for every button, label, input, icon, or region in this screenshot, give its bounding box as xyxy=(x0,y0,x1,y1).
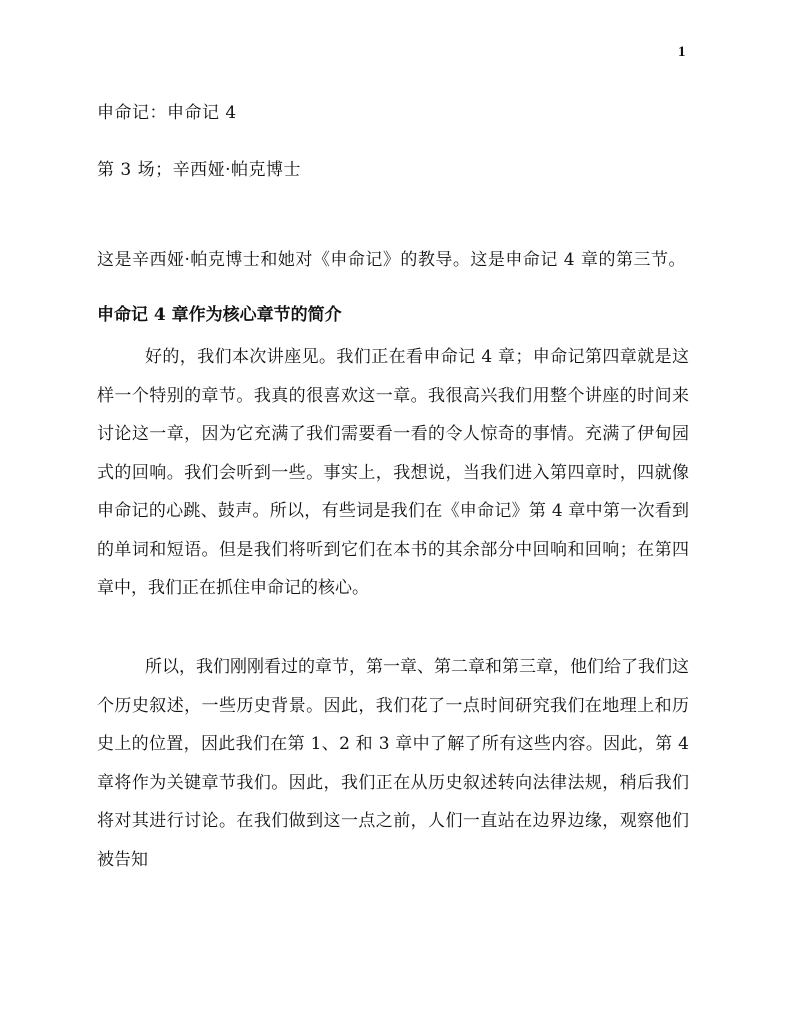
session-subtitle: 第 3 场；辛西娅·帕克博士 xyxy=(97,160,302,180)
section-heading: 申命记 4 章作为核心章节的简介 xyxy=(97,305,342,325)
document-title: 申命记：申命记 4 xyxy=(97,103,237,123)
body-paragraph: 所以，我们刚刚看过的章节，第一章、第二章和第三章，他们给了我们这个历史叙述，一些历史背景。因此，我们花了一点时间研究我们在地理上和历史上的位置，因此我们在第 1、2 和 3 章中了解了所有这些内容。因此，第 4 章将作为关键章节我们。因此，我们正在从历史叙述转向法律法规，稍后我们将对其进行讨论。在我们做到这一点之前，人们一直站在边界边缘，观察他们被告知 xyxy=(97,657,689,870)
intro-sentence: 这是辛西娅·帕克博士和她对《申命记》的教导。这是申命记 4 章的第三节。 xyxy=(97,250,687,270)
body-paragraph: 好的，我们本次讲座见。我们正在看申命记 4 章；申命记第四章就是这样一个特别的章节。我真的很喜欢这一章。我很高兴我们用整个讲座的时间来讨论这一章，因为它充满了我们需要看一看的令人惊奇的事情。充满了伊甸园式的回响。我们会听到一些。事实上，我想说，当我们进入第四章时，四就像申命记的心跳、鼓声。所以，有些词是我们在《申命记》第 4 章中第一次看到的单词和短语。但是我们将听到它们在本书的其余部分中回响和回响；在第四章中，我们正在抓住申命记的核心。 xyxy=(97,347,689,598)
page-number: 1 xyxy=(678,44,686,60)
